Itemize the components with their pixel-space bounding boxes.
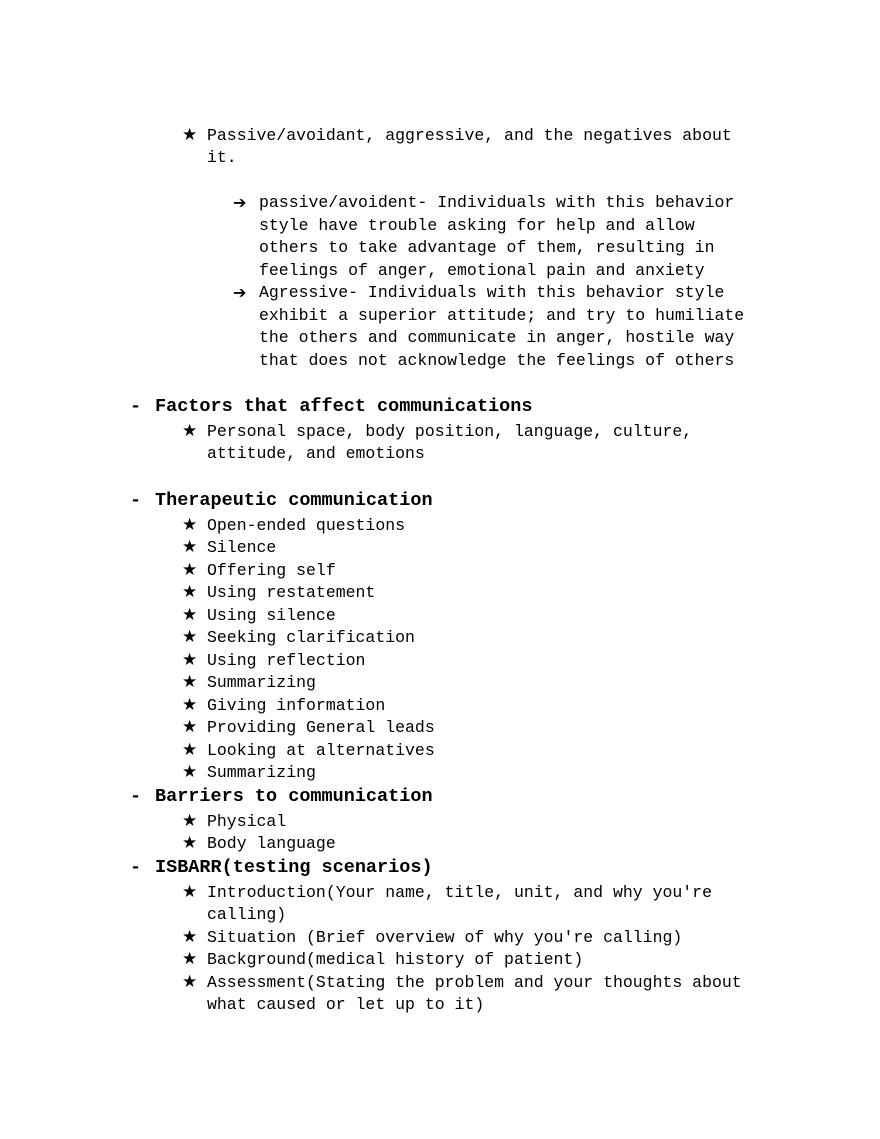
sub-item-2-line-3: the others and communicate in anger, hostile way bbox=[259, 328, 735, 347]
therapeutic-item: Summarizing bbox=[207, 673, 316, 692]
section-dash: - bbox=[130, 786, 142, 807]
therapeutic-item: Giving information bbox=[207, 696, 386, 715]
star-bullet-icon: ★ bbox=[182, 560, 198, 580]
therapeutic-item: Providing General leads bbox=[207, 718, 435, 737]
sub-item-1-line-4: feelings of anger, emotional pain and anxiety bbox=[259, 261, 705, 280]
isbarr-item-1-line-2: calling) bbox=[207, 905, 287, 924]
isbarr-item-4-line-1: Assessment(Stating the problem and your thoughts about bbox=[207, 973, 742, 992]
star-bullet-icon: ★ bbox=[182, 740, 198, 760]
star-bullet-icon: ★ bbox=[182, 949, 198, 969]
barriers-item: Body language bbox=[207, 834, 336, 853]
star-bullet-icon: ★ bbox=[182, 537, 198, 557]
star-bullet-icon: ★ bbox=[182, 582, 198, 602]
star-bullet-icon: ★ bbox=[182, 125, 198, 145]
section-dash: - bbox=[130, 490, 142, 511]
star-bullet-icon: ★ bbox=[182, 927, 198, 947]
sub-item-1-line-2: style have trouble asking for help and allow bbox=[259, 216, 695, 235]
isbarr-item-2: Situation (Brief overview of why you're calling) bbox=[207, 928, 683, 947]
star-bullet-icon: ★ bbox=[182, 627, 198, 647]
therapeutic-item: Using restatement bbox=[207, 583, 376, 602]
sub-item-2-line-4: that does not acknowledge the feelings of others bbox=[259, 351, 735, 370]
star-bullet-icon: ★ bbox=[182, 605, 198, 625]
sub-item-2-line-1: Agressive- Individuals with this behavior style bbox=[259, 283, 725, 302]
sub-item-1-line-1: passive/avoident- Individuals with this behavior bbox=[259, 193, 735, 212]
therapeutic-item: Using silence bbox=[207, 606, 336, 625]
factors-item-line-2: attitude, and emotions bbox=[207, 444, 425, 463]
therapeutic-item: Looking at alternatives bbox=[207, 741, 435, 760]
therapeutic-heading: Therapeutic communication bbox=[155, 490, 433, 511]
isbarr-item-4-line-2: what caused or let up to it) bbox=[207, 995, 485, 1014]
arrow-bullet-icon: ➔ bbox=[233, 283, 247, 302]
isbarr-heading: ISBARR(testing scenarios) bbox=[155, 857, 433, 878]
isbarr-item-1-line-1: Introduction(Your name, title, unit, and why you're bbox=[207, 883, 712, 902]
star-bullet-icon: ★ bbox=[182, 972, 198, 992]
section-dash: - bbox=[130, 857, 142, 878]
star-bullet-icon: ★ bbox=[182, 882, 198, 902]
intro-bullet-line-2: it. bbox=[207, 148, 237, 167]
barriers-heading: Barriers to communication bbox=[155, 786, 433, 807]
arrow-bullet-icon: ➔ bbox=[233, 193, 247, 212]
therapeutic-item: Using reflection bbox=[207, 651, 366, 670]
therapeutic-item: Seeking clarification bbox=[207, 628, 415, 647]
therapeutic-item: Offering self bbox=[207, 561, 336, 580]
barriers-item: Physical bbox=[207, 812, 287, 831]
star-bullet-icon: ★ bbox=[182, 515, 198, 535]
therapeutic-item: Summarizing bbox=[207, 763, 316, 782]
star-bullet-icon: ★ bbox=[182, 650, 198, 670]
star-bullet-icon: ★ bbox=[182, 762, 198, 782]
intro-bullet-line-1: Passive/avoidant, aggressive, and the negatives about bbox=[207, 126, 732, 145]
star-bullet-icon: ★ bbox=[182, 811, 198, 831]
therapeutic-item: Silence bbox=[207, 538, 277, 557]
section-dash: - bbox=[130, 396, 142, 417]
star-bullet-icon: ★ bbox=[182, 421, 198, 441]
star-bullet-icon: ★ bbox=[182, 695, 198, 715]
factors-heading: Factors that affect communications bbox=[155, 396, 533, 417]
therapeutic-item: Open-ended questions bbox=[207, 516, 406, 535]
isbarr-item-3: Background(medical history of patient) bbox=[207, 950, 584, 969]
star-bullet-icon: ★ bbox=[182, 717, 198, 737]
star-bullet-icon: ★ bbox=[182, 672, 198, 692]
sub-item-1-line-3: others to take advantage of them, resulting in bbox=[259, 238, 715, 257]
star-bullet-icon: ★ bbox=[182, 833, 198, 853]
sub-item-2-line-2: exhibit a superior attitude; and try to humiliate bbox=[259, 306, 745, 325]
factors-item-line-1: Personal space, body position, language, culture, bbox=[207, 422, 693, 441]
